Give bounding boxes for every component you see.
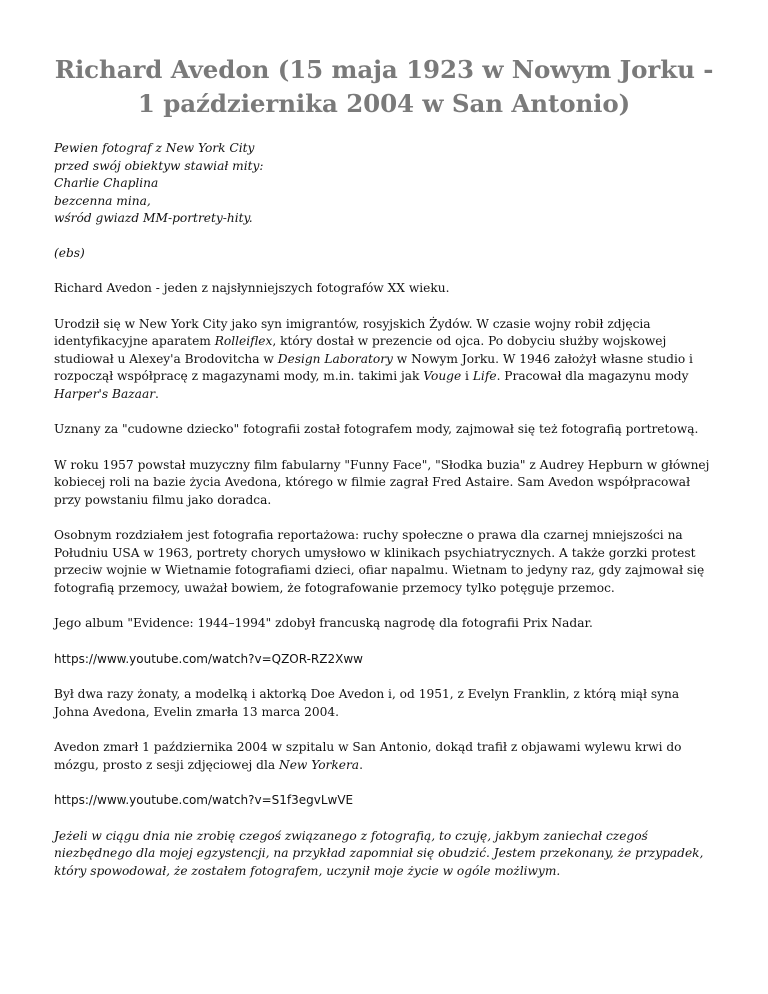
text-run: w Nowym Jorku. W 1946 założył własne studio i rozpoczął współpracę z magazynami mody, m.in. takimi jak <box>54 351 693 383</box>
album-paragraph: Jego album "Evidence: 1944–1994" zdobył francuską nagrodę dla fotografii Prix Nadar. <box>54 616 593 630</box>
emphasis-magazine: Harper's Bazaar <box>54 386 156 401</box>
emphasis-magazine: Life <box>472 369 497 383</box>
film-paragraph: W roku 1957 powstał muzyczny film fabularny "Funny Face", "Słodka buzia" z Audrey Hepburn w głównej kobiecej roli na bazie życia Avedona, którego w filmie zagrał Fred Astaire. Sam Avedon współpracował przy powstaniu filmu jako doradca. <box>54 457 710 507</box>
author-signature: (ebs) <box>54 245 85 260</box>
limerick-line: wśród gwiazd MM-portrety-hity. <box>54 211 253 225</box>
limerick-line: Pewien fotograf z New York City <box>54 141 255 155</box>
limerick-line: Charlie Chaplina <box>54 176 159 190</box>
family-paragraph: Był dwa razy żonaty, a modelką i aktorką Doe Avedon i, od 1951, z Evelyn Franklin, z którą miął syna Johna Avedona, Evelin zmarła 13 marca 2004. <box>54 687 680 719</box>
youtube-link-2[interactable]: https://www.youtube.com/watch?v=S1f3egvLwVE <box>54 793 354 807</box>
text-run: i <box>461 369 473 383</box>
intro-paragraph: Richard Avedon - jeden z najsłynniejszych fotografów XX wieku. <box>54 281 450 295</box>
fashion-paragraph: Uznany za "cudowne dziecko" fotografii został fotografem mody, zajmował się też fotografią portretową. <box>54 422 699 436</box>
text-run: , który dostał w prezencie od ojca. Po dobyciu służby wojskowej studiował u Alexey'a Brodovitcha w <box>54 334 667 366</box>
text-run: . Pracował dla magazynu mody <box>496 369 689 383</box>
text-run: . <box>155 386 159 401</box>
limerick-line: bezcenna mina, <box>54 193 151 208</box>
limerick <box>54 140 714 228</box>
death-paragraph <box>54 739 714 774</box>
emphasis-camera: Rolleiflex <box>214 334 273 348</box>
text-run: Avedon zmarł 1 października 2004 w szpitalu w San Antonio, dokąd trafił z objawami wylewu krwi do mózgu, prosto z sesji zdjęciowej dla <box>54 740 682 772</box>
text-run: Urodził się w New York City jako syn imigrantów, rosyjskich Żydów. W czasie wojny robił zdjęcia identyfikacyjne aparatem <box>54 316 651 348</box>
youtube-link-1[interactable]: https://www.youtube.com/watch?v=QZOR-RZ2Xww <box>54 651 363 666</box>
text-run: . <box>359 757 363 772</box>
biography-paragraph <box>54 316 714 404</box>
closing-quote: Jeżeli w ciągu dnia nie zrobię czegoś związanego z fotografią, to czuję, jakbym zaniechał czegoś niezbędnego dla mojej egzystencji, na przykład zapomniał się obudzić. Jestem przekonany, że przypadek, który spowodował, że zostałem fotografem, uczynił moje życie w ogóle możliwym. <box>54 828 704 878</box>
emphasis-magazine: New Yorkera <box>279 757 360 772</box>
emphasis-magazine: Vouge <box>423 369 462 383</box>
reportage-paragraph: Osobnym rozdziałem jest fotografia reportażowa: ruchy społeczne o prawa dla czarnej mniejszości na Południu USA w 1963, portrety chorych umysłowo w klinikach psychiatrycznych. A także gorzki protest przeciw wojnie w Wietnamie fotografiami dzieci, ofiar napalmu. Wietnam to jedyny raz, gdy zajmował się fotografią przemocy, uważał bowiem, że fotografowanie przemocy tylko potęguje przemoc. <box>54 528 705 595</box>
emphasis-lab: Design Laboratory <box>277 351 393 366</box>
article-title: Richard Avedon (15 maja 1923 w Nowym Jorku - 1 października 2004 w San Antonio) <box>54 55 714 118</box>
limerick-line: przed swój obiektyw stawiał mity: <box>54 158 264 173</box>
